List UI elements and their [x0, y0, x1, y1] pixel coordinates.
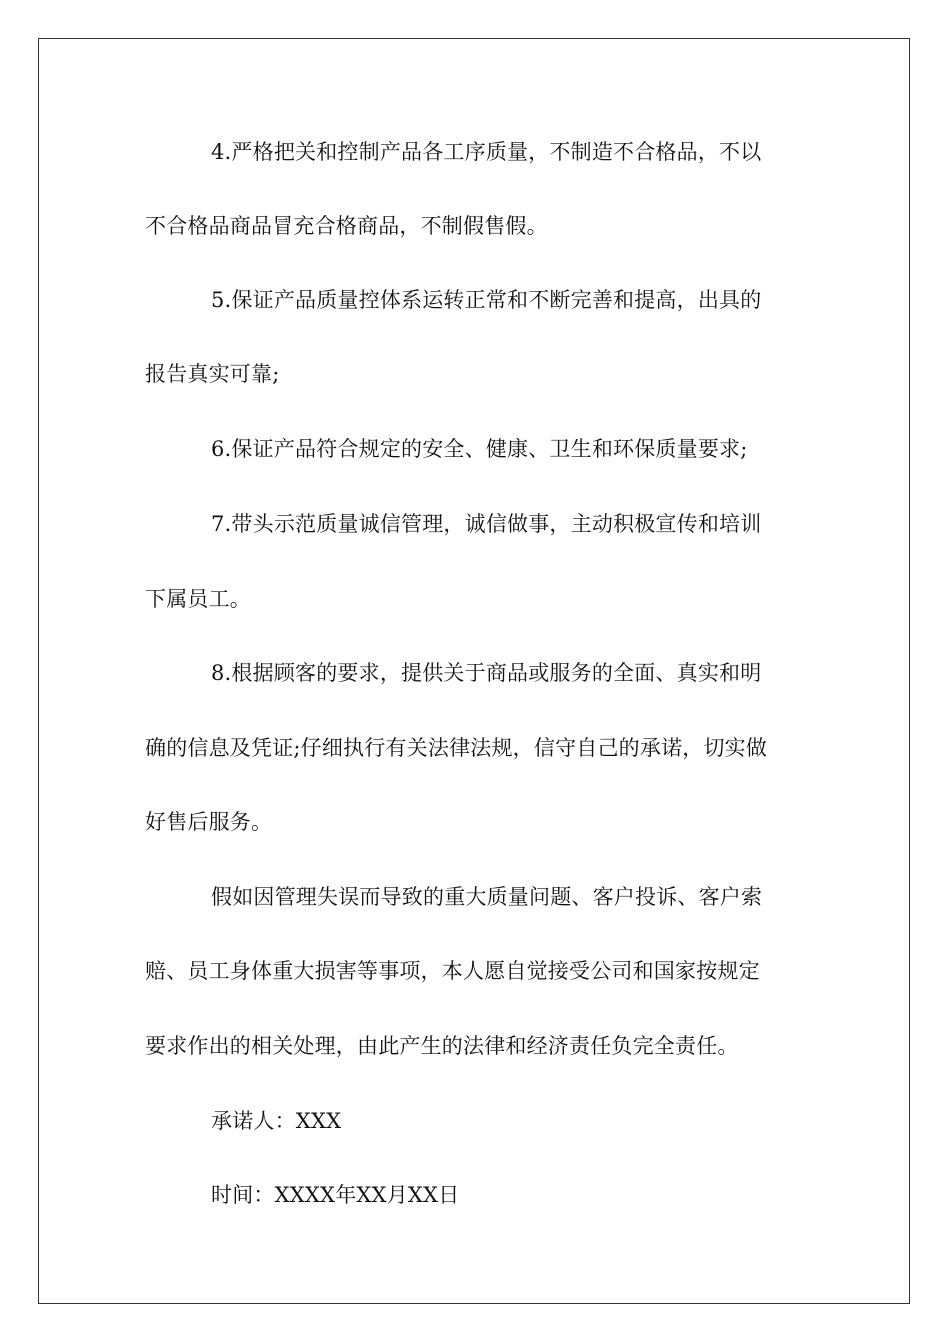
- item-8-line-2: 确的信息及凭证;仔细执行有关法律法规，信守自己的承诺，切实做: [145, 736, 768, 760]
- item-4-line-1: 4.严格把关和控制产品各工序质量，不制造不合格品，不以: [211, 140, 762, 164]
- item-7-line-2: 下属员工。: [145, 587, 251, 611]
- item-4-line-2: 不合格品商品冒充合格商品，不制假售假。: [145, 214, 548, 238]
- item-6-line-1: 6.保证产品符合规定的安全、健康、卫生和环保质量要求;: [211, 437, 748, 461]
- item-7-line-1: 7.带头示范质量诚信管理，诚信做事，主动积极宣传和培训: [211, 512, 762, 536]
- item-8-line-1: 8.根据顾客的要求，提供关于商品或服务的全面、真实和明: [211, 661, 762, 685]
- signing-date: 时间：XXXX年XX月XX日: [211, 1183, 460, 1207]
- liability-line-1: 假如因管理失误而导致的重大质量问题、客户投诉、客户索: [211, 885, 763, 909]
- item-5-line-1: 5.保证产品质量控体系运转正常和不断完善和提高，出具的: [211, 288, 762, 312]
- signatory: 承诺人：XXX: [211, 1109, 342, 1133]
- item-5-line-2: 报告真实可靠;: [145, 362, 280, 386]
- liability-line-2: 赔、员工身体重大损害等事项，本人愿自觉接受公司和国家按规定: [145, 959, 760, 983]
- item-8-line-3: 好售后服务。: [145, 810, 273, 834]
- liability-line-3: 要求作出的相关处理，由此产生的法律和经济责任负完全责任。: [145, 1034, 739, 1058]
